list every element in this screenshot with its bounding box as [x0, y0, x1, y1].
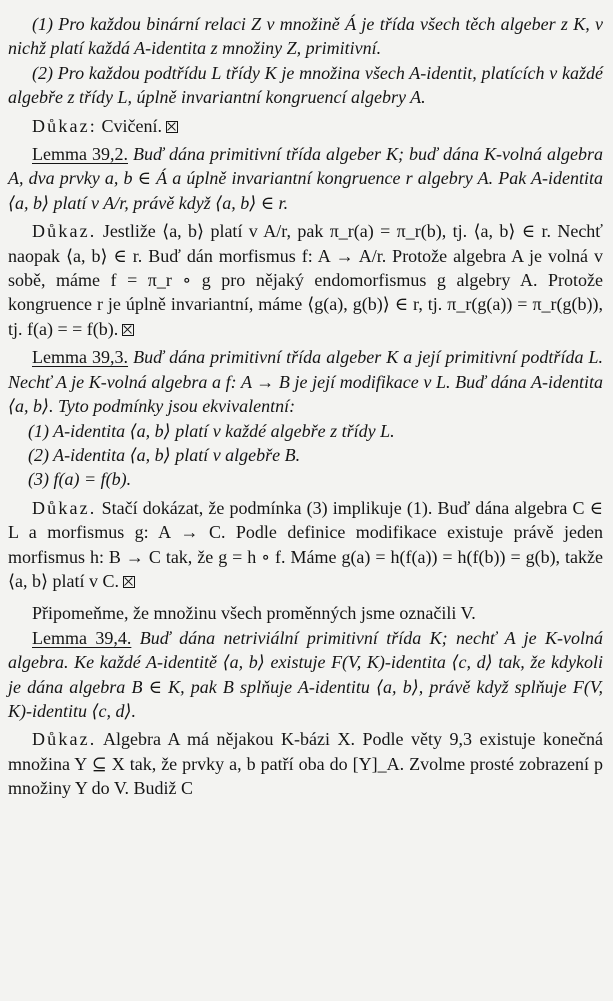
condition-2: (2) A-identita ⟨a, b⟩ platí v algebře B. [28, 444, 301, 465]
proof-heading: Důkaz. [32, 497, 97, 518]
proof-lemma-39-1 [8, 114, 603, 138]
proof-heading: Důkaz. [32, 729, 97, 750]
proof-lemma-39-4 [8, 727, 603, 800]
lemma-statement: Buď dána primitivní třída algeber K; buď dána K-volná algebra A, dva prvky a, b ∈ Á a úplně invariantní kongruence r algebry A. Pak A-identita ⟨a, b⟩ platí v A/r, právě když ⟨a, b⟩ ∈ r. [8, 144, 604, 213]
lemma-label: Lemma 39,3. [32, 347, 129, 368]
condition-3: (3) f(a) = f(b). [28, 469, 132, 490]
proof-heading: Důkaz. [32, 221, 97, 242]
qed-box-icon [123, 576, 135, 588]
lemma-statement: Buď dána primitivní třída algeber K a její primitivní podtřída L. Nechť A je K-volná algebra a f: A → B je její modifikace v L. Buď dána A-identita ⟨a, b⟩. Tyto podmínky jsou ekvivalentní: [8, 347, 603, 417]
proof-text: Algebra A má nějakou K-bázi X. Podle věty 9,3 existuje konečná množina Y ⊆ X tak, že prvky a, b patří oba do [Y]_A. Zvolme prosté zobrazení p množiny Y do V. Budiž C [8, 729, 603, 799]
lemma-label: Lemma 39,2. [32, 144, 128, 165]
lemma-label: Lemma 39,4. [32, 627, 132, 648]
paragraph-part-2: (2) Pro každou podtřídu L třídy K je množina všech A-identit, platících v každé algebře z třídy L, úplně invariantní kongruencí algebry A. [8, 62, 603, 108]
qed-box-icon [166, 121, 178, 133]
paragraph-part-1: (1) Pro každou binární relaci Z v množině Á je třída všech těch algeber z K, v nichž platí každá A-identita z množiny Z, primitivní. [8, 14, 603, 59]
lemma-39-2 [8, 142, 603, 215]
proof-text: Stačí dokázat, že podmínka (3) implikuje (1). Buď dána algebra C ∈ L a morfismus g: A → C. Podle definice modifikace existuje právě jeden morfismus h: B → C tak, že g = h ∘ f. Máme g(a) = h(f(a)) = h(f(b)) = g(b), takže ⟨a, b⟩ platí v C. [8, 497, 603, 591]
lemma-statement: Buď dána netriviální primitivní třída K; nechť A je K-volná algebra. Ke každé A-identitě ⟨a, b⟩ existuje F(V, K)-identita ⟨c, d⟩ tak, že kdykoli je dána algebra B ∈ K, pak B splňuje A-identitu ⟨a, b⟩, právě když splňuje F(V, K)-identitu ⟨c, d⟩. [8, 627, 603, 721]
proof-text: Cvičení. [101, 115, 162, 136]
condition-1: (1) A-identita ⟨a, b⟩ platí v každé algebře z třídy L. [28, 420, 395, 441]
proof-heading: Důkaz: [32, 115, 97, 136]
proof-lemma-39-2 [8, 219, 603, 341]
lemma-39-4 [8, 626, 603, 724]
qed-box-icon [122, 324, 134, 336]
proof-text: Jestliže ⟨a, b⟩ platí v A/r, pak π_r(a) = π_r(b), tj. ⟨a, b⟩ ∈ r. Nechť naopak ⟨a, b⟩ ∈ r. Buď dán morfismus f: A → A/r. Protože algebra A je volná v sobě, máme f = π_r ∘ g pro nějaký endomorfismus g algebry A. Protože kongruence r je úplně invariantní, máme ⟨g(a), g(b)⟩ ∈ r, tj. π_r(g(a)) = π_r(g(b)), tj. f(a) = = f(b). [8, 221, 603, 339]
remark-variables: Připomeňme, že množinu všech proměnných jsme označili V. [32, 603, 476, 624]
proof-lemma-39-3 [8, 496, 603, 594]
lemma-39-3 [8, 345, 603, 418]
